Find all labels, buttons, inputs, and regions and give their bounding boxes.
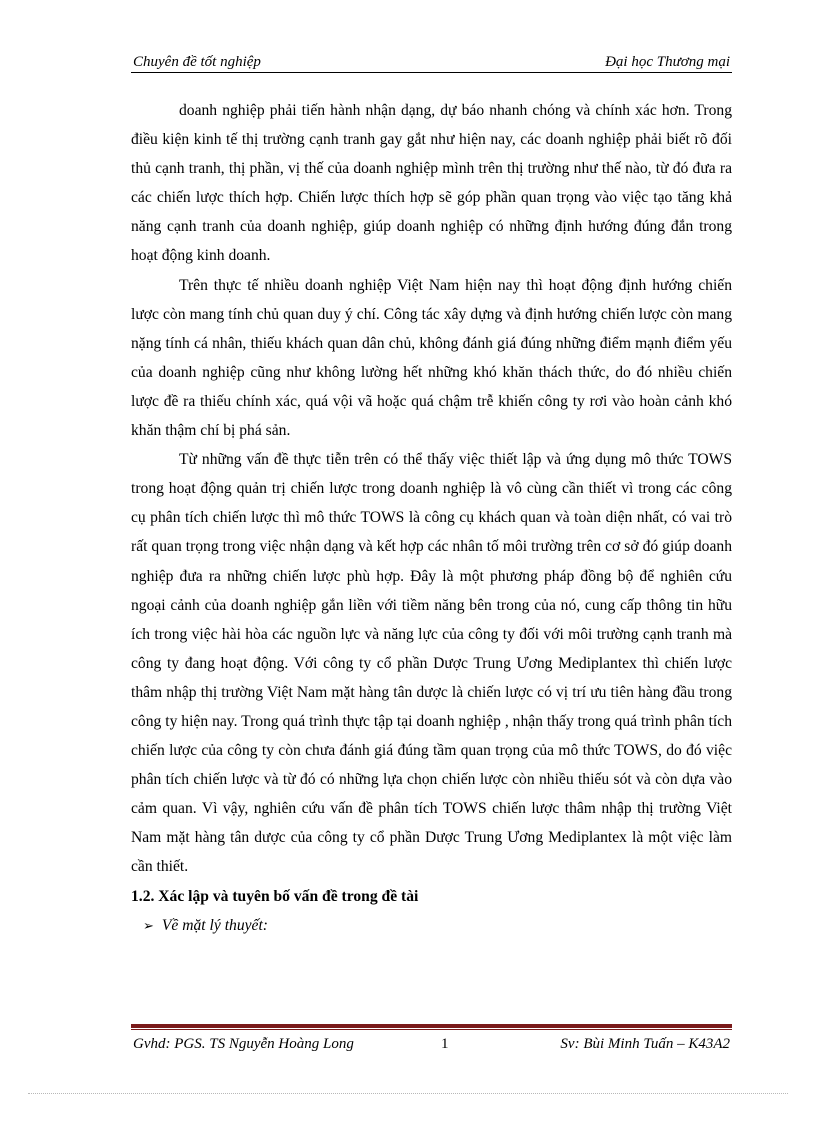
footer-advisor: Gvhd: PGS. TS Nguyễn Hoàng Long xyxy=(133,1036,354,1052)
footer-student: Sv: Bùi Minh Tuấn – K43A2 xyxy=(560,1036,730,1052)
arrow-bullet-icon: ➢ xyxy=(143,917,154,933)
header-left-title: Chuyên đề tốt nghiệp xyxy=(133,54,261,70)
page-header xyxy=(131,52,732,74)
page-boundary-line xyxy=(28,1093,788,1094)
section-heading: 1.2. Xác lập và tuyên bố vấn đề trong đề tài xyxy=(131,887,419,905)
footer-rule-thick xyxy=(131,1024,732,1028)
footer-rule-thin xyxy=(131,1029,732,1030)
page-number: 1 xyxy=(441,1036,449,1052)
paragraph-3: Từ những vấn đề thực tiễn trên có thể thấy việc thiết lập và ứng dụng mô thức TOWS trong hoạt động quản trị chiến lược trong doanh nghiệp là vô cùng cần thiết vì trong các công cụ phân tích chiến lược thì mô thức TOWS là công cụ khách quan và toàn diện nhất, có vai trò rất quan trọng trong việc nhận dạng và kết hợp các nhân tố môi trường trên cơ sở đó giúp doanh nghiệp đưa ra những chiến lược phù hợp. Đây là một phương pháp đồng bộ để nghiên cứu ngoại cảnh của doanh nghiệp gắn liền với tiềm năng bên trong của nó, cung cấp thông tin hữu ích trong việc hài hòa các nguồn lực và năng lực của công ty đối với môi trường cạnh tranh mà công ty đang hoạt động. Với công ty cổ phần Dược Trung Ương Mediplantex thì chiến lược thâm nhập thị trường Việt Nam mặt hàng tân dược là chiến lược có vị trí ưu tiên hàng đầu trong công ty hiện nay. Trong quá trình thực tập tại doanh nghiệp , nhận thấy trong quá trình phân tích chiến lược của công ty còn chưa đánh giá đúng tầm quan trọng của mô thức TOWS, do đó việc phân tích chiến lược và từ đó có những lựa chọn chiến lược còn nhiều thiếu sót và còn dựa vào cảm quan. Vì vậy, nghiên cứu vấn đề phân tích TOWS chiến lược thâm nhập thị trường Việt Nam mặt hàng tân dược của công ty cổ phần Dược Trung Ương Mediplantex là một việc làm cần thiết. xyxy=(131,451,732,876)
paragraph-2: Trên thực tế nhiều doanh nghiệp Việt Nam hiện nay thì hoạt động định hướng chiến lược còn mang tính chủ quan duy ý chí. Công tác xây dựng và định hướng chiến lược còn mang nặng tính cá nhân, thiếu khách quan dân chủ, không đánh giá đúng những điểm mạnh điểm yếu của doanh nghiệp cũng như không lường hết những khó khăn thách thức, do đó nhiều chiến lược đề ra thiếu chính xác, quá vội vã hoặc quá chậm trễ khiến công ty rơi vào hoàn cảnh khó khăn thậm chí bị phá sản. xyxy=(131,276,732,440)
document-body xyxy=(131,96,732,940)
paragraph-1: doanh nghiệp phải tiến hành nhận dạng, dự báo nhanh chóng và chính xác hơn. Trong điều kiện kinh tế thị trường cạnh tranh gay gắt như hiện nay, các doanh nghiệp phải biết rõ đối thủ cạnh tranh, thị phần, vị thế của doanh nghiệp mình trên thị trường như thế nào, từ đó đưa ra các chiến lược thích hợp. Chiến lược thích hợp sẽ góp phần quan trọng vào việc tạo tăng khả năng cạnh tranh của doanh nghiệp, giúp doanh nghiệp có những định hướng đúng đắn trong hoạt động kinh doanh. xyxy=(131,102,732,265)
bullet-item xyxy=(131,911,732,940)
page-footer xyxy=(131,1034,732,1056)
header-rule xyxy=(131,72,732,73)
bullet-text: Về mặt lý thuyết: xyxy=(161,916,268,934)
header-right-title: Đại học Thương mại xyxy=(605,54,730,70)
